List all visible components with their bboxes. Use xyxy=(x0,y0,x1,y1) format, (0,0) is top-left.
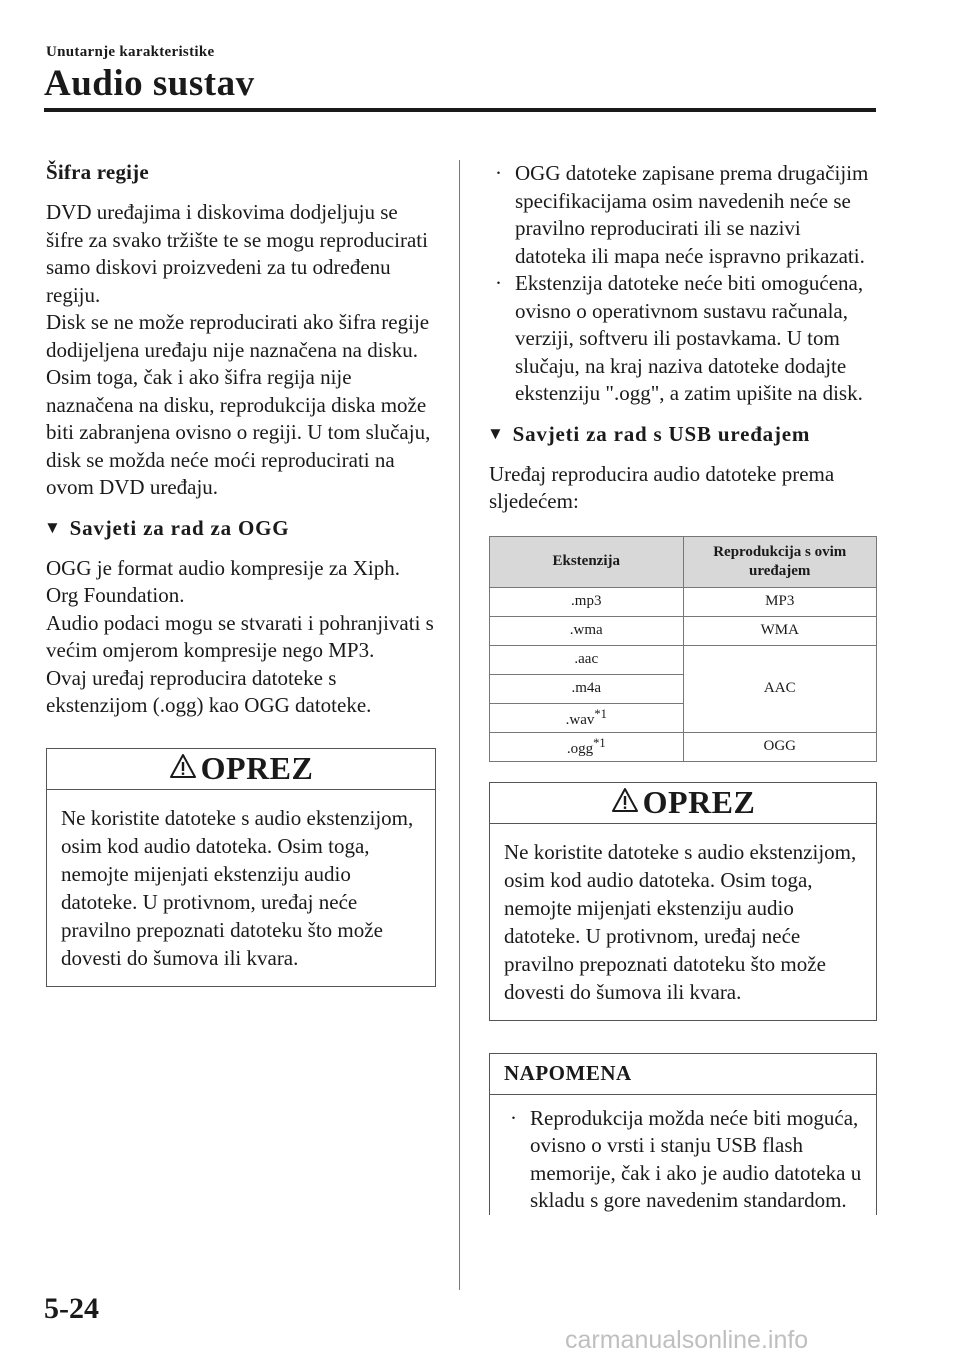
ogg-paragraph: Ovaj uređaj reproducira datoteke s ekstenzijom (.ogg) kao OGG datoteke. xyxy=(46,665,372,717)
table-row xyxy=(490,587,877,616)
table-cell xyxy=(490,732,684,761)
usb-tips-heading-text: Savjeti za rad s USB uređajem xyxy=(512,421,811,446)
triangle-down-icon: ▼ xyxy=(487,424,505,443)
region-paragraph: DVD uređajima i diskovima dodjeljuju se šifre za svako tržište te se mogu reproducirati samo diskovi proizvedeni za tu određenu regiju. xyxy=(46,200,428,307)
caution-box xyxy=(489,782,877,1021)
right-column xyxy=(489,160,877,1215)
region-paragraph: Disk se ne može reproducirati ako šifra regije dodijeljena uređaju nije naznačena na disku. xyxy=(46,310,430,362)
bullet-text: Reprodukcija možda neće biti moguća, ovisno o vrsti i stanju USB flash memorije, čak i ako je audio datoteka u skladu s gore navedenim standardom. xyxy=(530,1105,862,1212)
footnote-mark: *1 xyxy=(594,706,607,721)
watermark: carmanualsonline.info xyxy=(565,1326,809,1354)
title-rule xyxy=(44,108,876,112)
bullet-dot-icon: · xyxy=(510,1105,517,1130)
extension-table xyxy=(489,536,877,762)
caution-text: Ne koristite datoteke s audio ekstenzijom, osim kod audio datoteka. Osim toga, nemojte mijenjati ekstenziju audio datoteke. U protivnom, uređaj neće pravilno prepoznati datoteku što može dovesti do šumova ili kvara. xyxy=(504,839,857,1004)
table-header-extension: Ekstenzija xyxy=(490,536,684,587)
table-row xyxy=(490,732,877,761)
usb-tips-heading xyxy=(487,422,877,447)
table-cell: .mp3 xyxy=(490,587,684,616)
table-cell: MP3 xyxy=(683,587,877,616)
caution-title: OPREZ xyxy=(642,784,756,820)
list-item xyxy=(489,160,877,270)
bullet-dot-icon: · xyxy=(495,161,502,185)
ogg-tips-heading xyxy=(44,516,436,541)
table-header-row xyxy=(490,536,877,587)
table-row xyxy=(490,645,877,674)
extension-text: .wav xyxy=(565,711,595,728)
section-label: Unutarnje karakteristike xyxy=(46,44,215,60)
table-cell xyxy=(490,703,684,732)
ogg-tips-heading-text: Savjeti za rad za OGG xyxy=(69,515,290,540)
note-box xyxy=(489,1053,877,1215)
warning-triangle-icon xyxy=(169,753,197,784)
bullet-dot-icon: · xyxy=(495,271,502,295)
table-cell: .aac xyxy=(490,645,684,674)
table-cell: OGG xyxy=(683,732,877,761)
table-cell: WMA xyxy=(683,616,877,645)
bullet-text: Ekstenzija datoteke neće biti omogućena, ovisno o operativnom sustavu računala, verziji, softveru ili postavkama. U tom slučaju, na kraj naziva datoteke dodajte ekstenziju ".ogg", a zatim upišite na disk. xyxy=(515,271,864,405)
ogg-paragraph: Audio podaci mogu se stvarati i pohranjivati s većim omjerom kompresije nego MP3. xyxy=(46,610,434,662)
caution-box xyxy=(46,748,436,987)
warning-triangle-icon xyxy=(611,787,639,818)
caution-text: Ne koristite datoteke s audio ekstenzijom, osim kod audio datoteka. Osim toga, nemojte mijenjati ekstenziju audio datoteke. U protivnom, uređaj neće pravilno prepoznati datoteku što može dovesti do šumova ili kvara. xyxy=(61,805,414,970)
table-cell: AAC xyxy=(683,645,877,732)
note-title: NAPOMENA xyxy=(490,1054,876,1095)
table-cell: .m4a xyxy=(490,674,684,703)
region-code-heading: Šifra regije xyxy=(46,160,149,184)
table-header-playback: Reprodukcija s ovim uređajem xyxy=(683,536,877,587)
list-item xyxy=(489,270,877,408)
region-paragraph: Osim toga, čak i ako šifra regija nije naznačena na disku, reprodukcija diska može biti zabranjena ovisno o regiji. U tom slučaju, disk se možda neće moći reproducirati na ovom DVD uređaju. xyxy=(46,365,431,499)
bullet-text: OGG datoteke zapisane prema drugačijim specifikacijama osim navedenih neće se pravilno reproducirati ili se nazivi datoteka ili mapa neće ispravno prikazati. xyxy=(515,161,869,268)
ogg-paragraph: OGG je format audio kompresije za Xiph. Org Foundation. xyxy=(46,555,400,607)
page-title: Audio sustav xyxy=(44,63,255,104)
table-row xyxy=(490,616,877,645)
usb-intro: Uređaj reproducira audio datoteke prema sljedećem: xyxy=(489,461,835,513)
caution-header xyxy=(490,783,876,824)
table-cell: .wma xyxy=(490,616,684,645)
list-item xyxy=(504,1105,866,1215)
triangle-down-icon: ▼ xyxy=(44,518,62,537)
caution-header xyxy=(47,749,435,790)
extension-text: .ogg xyxy=(566,740,594,757)
caution-title: OPREZ xyxy=(200,750,314,786)
page-number: 5-24 xyxy=(44,1292,99,1325)
column-divider xyxy=(459,160,460,1290)
footnote-mark: *1 xyxy=(593,735,606,750)
note-body xyxy=(490,1095,876,1215)
left-column xyxy=(46,160,436,987)
